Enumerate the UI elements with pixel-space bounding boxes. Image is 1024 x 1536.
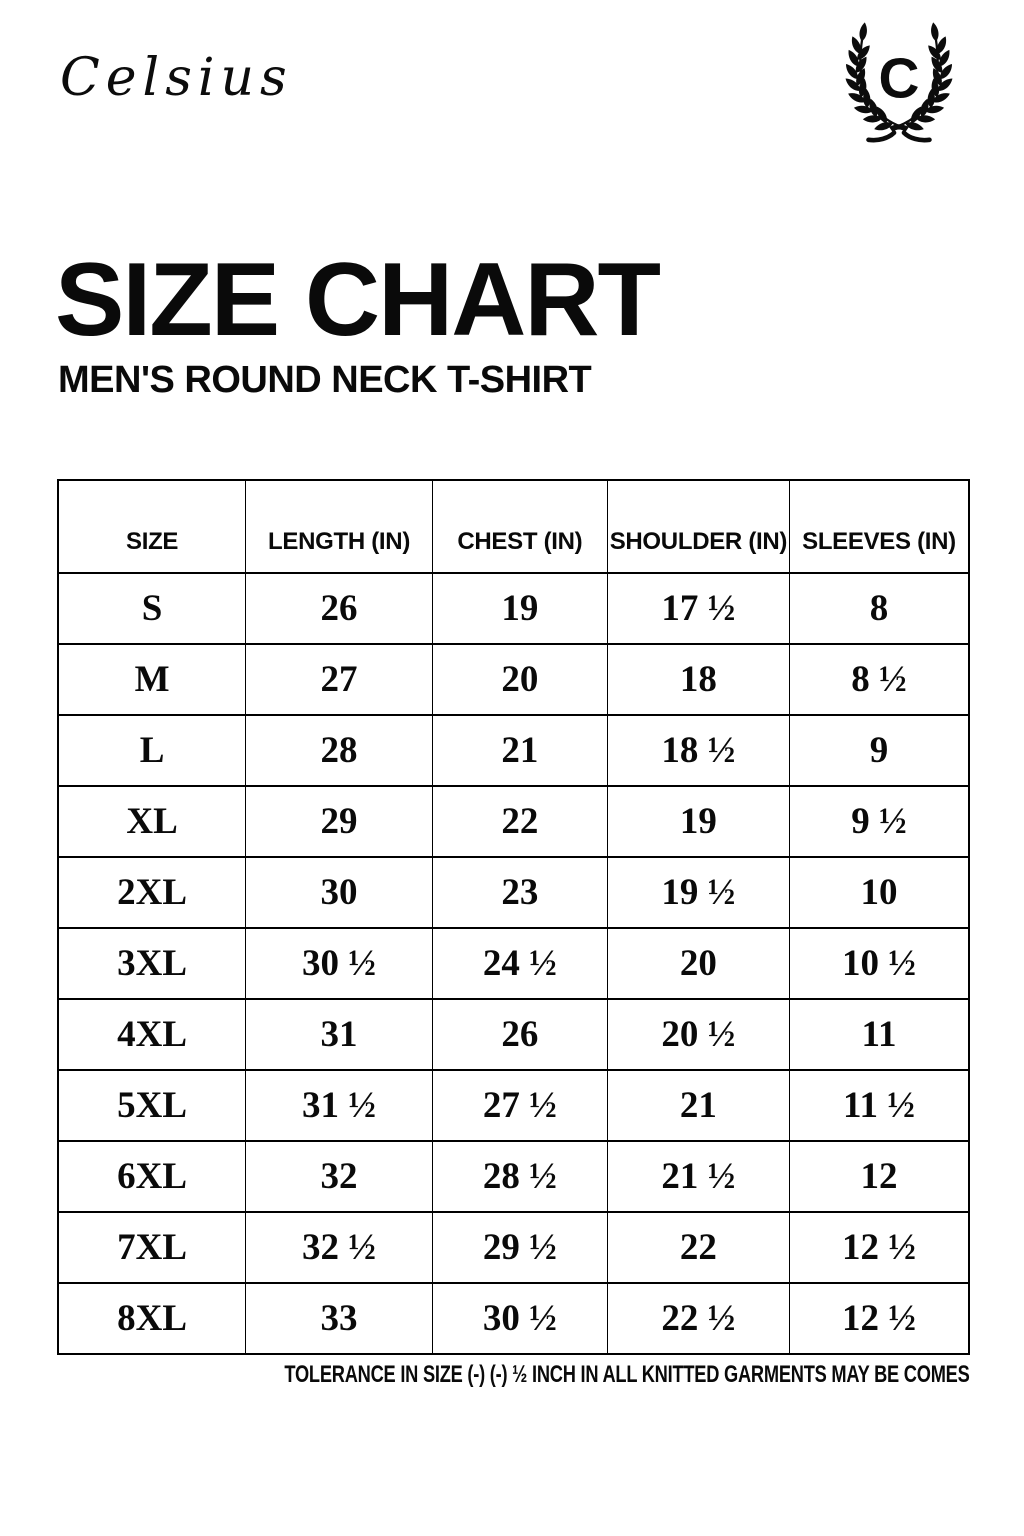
shoulder-cell: 19 ½ bbox=[607, 857, 789, 928]
tolerance-note: TOLERANCE IN SIZE (-) (-) ½ INCH IN ALL KNITTED GARMENTS MAY BE COMES bbox=[284, 1361, 970, 1388]
size-cell: 7XL bbox=[58, 1212, 246, 1283]
chest-cell: 23 bbox=[432, 857, 607, 928]
shoulder-cell: 20 bbox=[607, 928, 789, 999]
chest-cell: 29 ½ bbox=[432, 1212, 607, 1283]
page-title: SIZE CHART bbox=[55, 242, 659, 358]
header-cell-shoulder: SHOULDER (IN) bbox=[607, 480, 789, 573]
header-cell-length: LENGTH (IN) bbox=[246, 480, 433, 573]
table-row bbox=[58, 999, 969, 1070]
table-row bbox=[58, 644, 969, 715]
sleeves-cell: 10 bbox=[790, 857, 970, 928]
sleeves-cell: 8 bbox=[790, 573, 970, 644]
chest-cell: 28 ½ bbox=[432, 1141, 607, 1212]
sleeves-cell: 8 ½ bbox=[790, 644, 970, 715]
length-cell: 29 bbox=[246, 786, 433, 857]
table-row bbox=[58, 857, 969, 928]
chest-cell: 24 ½ bbox=[432, 928, 607, 999]
size-cell: L bbox=[58, 715, 246, 786]
table-row bbox=[58, 1141, 969, 1212]
page-subtitle: MEN'S ROUND NECK T-SHIRT bbox=[58, 359, 592, 401]
length-cell: 30 ½ bbox=[246, 928, 433, 999]
chest-cell: 22 bbox=[432, 786, 607, 857]
header-cell-size: SIZE bbox=[58, 480, 246, 573]
chest-cell: 20 bbox=[432, 644, 607, 715]
length-cell: 33 bbox=[246, 1283, 433, 1354]
size-cell: 2XL bbox=[58, 857, 246, 928]
size-cell: M bbox=[58, 644, 246, 715]
header-cell-chest: CHEST (IN) bbox=[432, 480, 607, 573]
table-row bbox=[58, 715, 969, 786]
chest-cell: 30 ½ bbox=[432, 1283, 607, 1354]
size-cell: 8XL bbox=[58, 1283, 246, 1354]
length-cell: 32 ½ bbox=[246, 1212, 433, 1283]
table-row bbox=[58, 573, 969, 644]
size-cell: 5XL bbox=[58, 1070, 246, 1141]
sleeves-cell: 12 ½ bbox=[790, 1283, 970, 1354]
table-row bbox=[58, 1070, 969, 1141]
shoulder-cell: 22 ½ bbox=[607, 1283, 789, 1354]
sleeves-cell: 9 bbox=[790, 715, 970, 786]
brand-crest bbox=[828, 20, 970, 149]
chest-cell: 19 bbox=[432, 573, 607, 644]
size-cell: 6XL bbox=[58, 1141, 246, 1212]
header-cell-sleeves: SLEEVES (IN) bbox=[790, 480, 970, 573]
table-row bbox=[58, 1212, 969, 1283]
shoulder-cell: 21 bbox=[607, 1070, 789, 1141]
length-cell: 31 bbox=[246, 999, 433, 1070]
table-row bbox=[58, 1283, 969, 1354]
sleeves-cell: 10 ½ bbox=[790, 928, 970, 999]
sleeves-cell: 12 bbox=[790, 1141, 970, 1212]
size-cell: 3XL bbox=[58, 928, 246, 999]
shoulder-cell: 22 bbox=[607, 1212, 789, 1283]
shoulder-cell: 20 ½ bbox=[607, 999, 789, 1070]
table-header-row bbox=[58, 480, 969, 573]
length-cell: 30 bbox=[246, 857, 433, 928]
size-cell: 4XL bbox=[58, 999, 246, 1070]
sleeves-cell: 11 ½ bbox=[790, 1070, 970, 1141]
table-row bbox=[58, 928, 969, 999]
length-cell: 27 bbox=[246, 644, 433, 715]
sleeves-cell: 12 ½ bbox=[790, 1212, 970, 1283]
chest-cell: 21 bbox=[432, 715, 607, 786]
crest-monogram: C bbox=[878, 47, 920, 111]
shoulder-cell: 19 bbox=[607, 786, 789, 857]
shoulder-cell: 18 bbox=[607, 644, 789, 715]
size-cell: S bbox=[58, 573, 246, 644]
length-cell: 26 bbox=[246, 573, 433, 644]
shoulder-cell: 18 ½ bbox=[607, 715, 789, 786]
length-cell: 31 ½ bbox=[246, 1070, 433, 1141]
brand-script-logo: Celsius bbox=[60, 48, 293, 108]
size-chart-table bbox=[57, 479, 970, 1355]
sleeves-cell: 11 bbox=[790, 999, 970, 1070]
length-cell: 32 bbox=[246, 1141, 433, 1212]
shoulder-cell: 21 ½ bbox=[607, 1141, 789, 1212]
length-cell: 28 bbox=[246, 715, 433, 786]
table-row bbox=[58, 786, 969, 857]
chest-cell: 26 bbox=[432, 999, 607, 1070]
laurel-wreath-icon bbox=[828, 20, 970, 149]
size-cell: XL bbox=[58, 786, 246, 857]
sleeves-cell: 9 ½ bbox=[790, 786, 970, 857]
chest-cell: 27 ½ bbox=[432, 1070, 607, 1141]
shoulder-cell: 17 ½ bbox=[607, 573, 789, 644]
